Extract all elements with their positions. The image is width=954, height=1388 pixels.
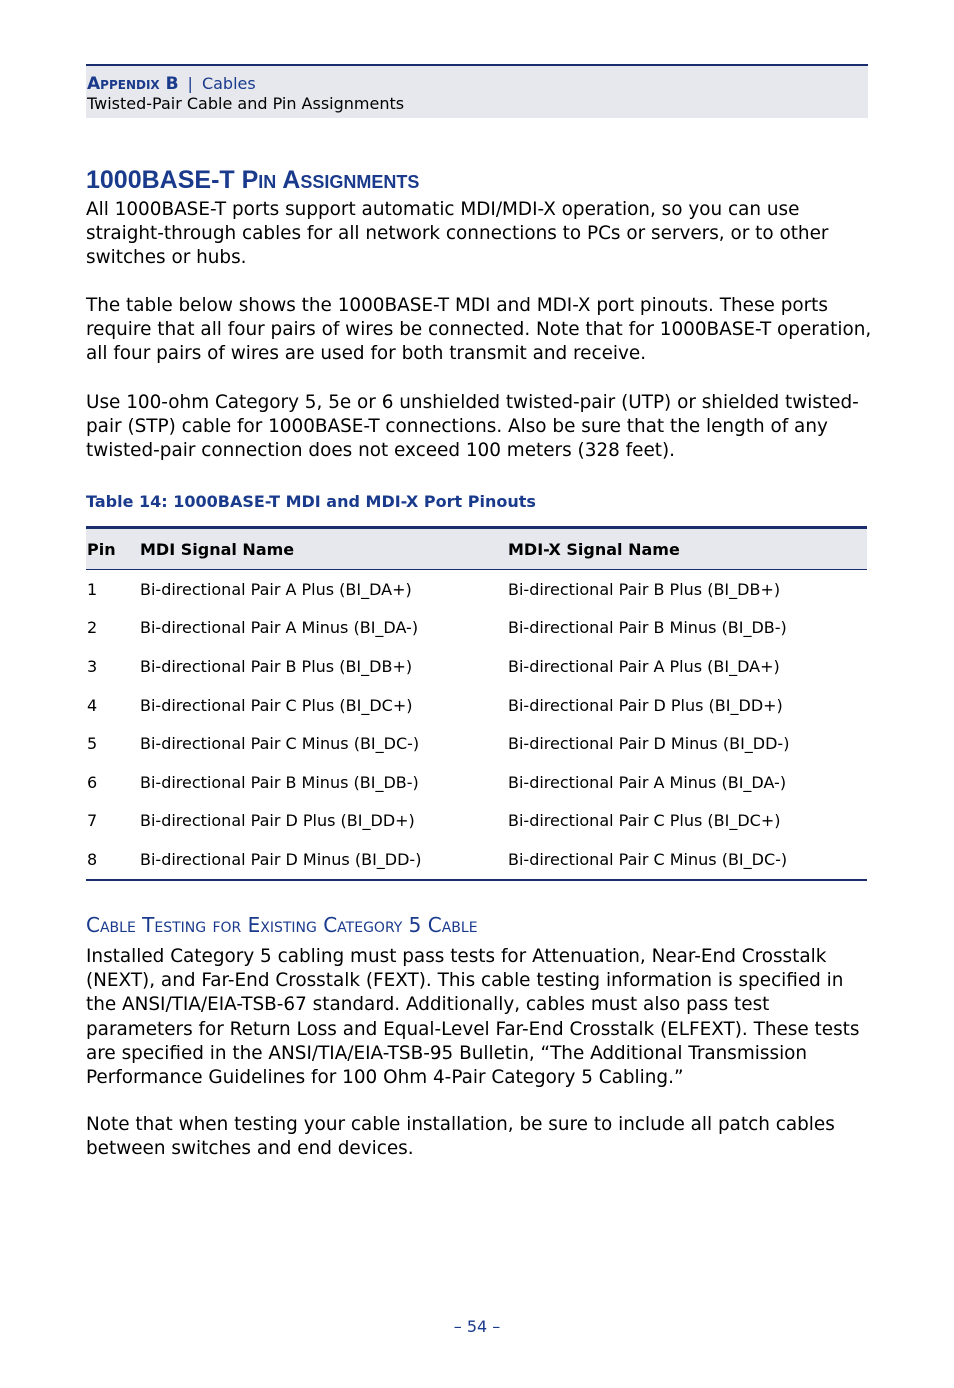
pin-cell: 7 [87, 811, 98, 831]
table-row [86, 609, 867, 648]
header-chapter: Cables [201, 74, 256, 93]
pin-cell: 5 [87, 734, 98, 754]
mdix-cell: Bi-directional Pair D Minus (BI_DD-) [508, 734, 790, 754]
table-header-row [86, 528, 867, 570]
pin-cell: 6 [87, 772, 98, 792]
mdix-cell: Bi-directional Pair C Minus (BI_DC-) [507, 840, 867, 880]
pin-cell: 8 [86, 840, 139, 880]
paragraph-cable-requirements: Use 100-ohm Category 5, 5e or 6 unshielded twisted-pair (UTP) or shielded twisted-pair (STP) cable for 1000BASE-T connections. Also be sure that the length of any twisted-pair connection does not exceed 100 meters (328 feet). [86, 392, 859, 462]
paragraph-patch-cables-note: Note that when testing your cable installation, be sure to include all patch cables between switches and end devices. [86, 1114, 835, 1160]
mdi-cell: Bi-directional Pair C Plus (BI_DC+) [140, 695, 413, 715]
table-row [86, 724, 867, 763]
pin-cell: 4 [87, 695, 98, 715]
page-number: – 54 – [453, 1317, 501, 1336]
table-row [86, 840, 867, 880]
mdi-cell: Bi-directional Pair A Plus (BI_DA+) [140, 579, 412, 599]
mdi-cell: Bi-directional Pair B Minus (BI_DB-) [140, 772, 419, 792]
table-row [86, 686, 867, 725]
mdix-cell: Bi-directional Pair A Plus (BI_DA+) [508, 656, 780, 676]
header-subtitle: Twisted-Pair Cable and Pin Assignments [87, 94, 405, 113]
header-breadcrumb [87, 74, 256, 94]
pinout-table [86, 526, 867, 881]
mdix-cell: Bi-directional Pair B Plus (BI_DB+) [508, 579, 781, 599]
table-caption: Table 14: 1000BASE-T MDI and MDI-X Port Pinouts [86, 492, 536, 511]
pin-cell: 3 [87, 656, 98, 676]
column-header-mdix: MDI-X Signal Name [507, 528, 867, 570]
column-header-pin: Pin [86, 528, 139, 570]
mdix-cell: Bi-directional Pair D Plus (BI_DD+) [508, 695, 783, 715]
running-header [86, 64, 868, 118]
table-row [86, 802, 867, 841]
mdix-cell: Bi-directional Pair C Plus (BI_DC+) [508, 811, 781, 831]
mdi-cell: Bi-directional Pair A Minus (BI_DA-) [140, 618, 419, 638]
paragraph-pinouts-intro: The table below shows the 1000BASE-T MDI and MDI-X port pinouts. These ports require that all four pairs of wires be connected. Note that for 1000BASE-T operation, all four pairs of wires are used for both transmit and receive. [86, 295, 872, 365]
paragraph-mdi-overview: All 1000BASE-T ports support automatic MDI/MDI-X operation, so you can use straight-through cables for all network connections to PCs or servers, or to other switches or hubs. [86, 199, 829, 269]
table-row [86, 647, 867, 686]
pin-cell: 2 [87, 618, 98, 638]
mdi-cell: Bi-directional Pair D Plus (BI_DD+) [140, 811, 415, 831]
section-title-cable-testing: Cable Testing for Existing Category 5 Cable [86, 913, 478, 937]
mdi-cell: Bi-directional Pair C Minus (BI_DC-) [140, 734, 420, 754]
mdi-cell: Bi-directional Pair D Minus (BI_DD-) [139, 840, 507, 880]
header-separator: | [187, 74, 193, 93]
paragraph-cable-testing: Installed Category 5 cabling must pass tests for Attenuation, Near-End Crosstalk (NEXT), and Far-End Crosstalk (FEXT). This cable testing information is specified in the ANSI/TIA/EIA-TSB-67 standard. Additionally, cables must also pass test parameters for Return Loss and Equal-Level Far-End Crosstalk (ELFEXT). These tests are specified in the ANSI/TIA/EIA-TSB-95 Bulletin, “The Additional Transmission Performance Guidelines for 100 Ohm 4-Pair Category 5 Cabling.” [86, 946, 860, 1089]
pin-cell: 1 [87, 579, 98, 599]
table-row [86, 570, 867, 609]
mdi-cell: Bi-directional Pair B Plus (BI_DB+) [140, 656, 413, 676]
table-row [86, 763, 867, 802]
mdix-cell: Bi-directional Pair B Minus (BI_DB-) [508, 618, 787, 638]
header-appendix: Appendix B [87, 74, 179, 94]
column-header-mdi: MDI Signal Name [139, 528, 507, 570]
section-title-pin-assignments: 1000BASE-T Pin Assignments [86, 166, 420, 194]
mdix-cell: Bi-directional Pair A Minus (BI_DA-) [508, 772, 787, 792]
